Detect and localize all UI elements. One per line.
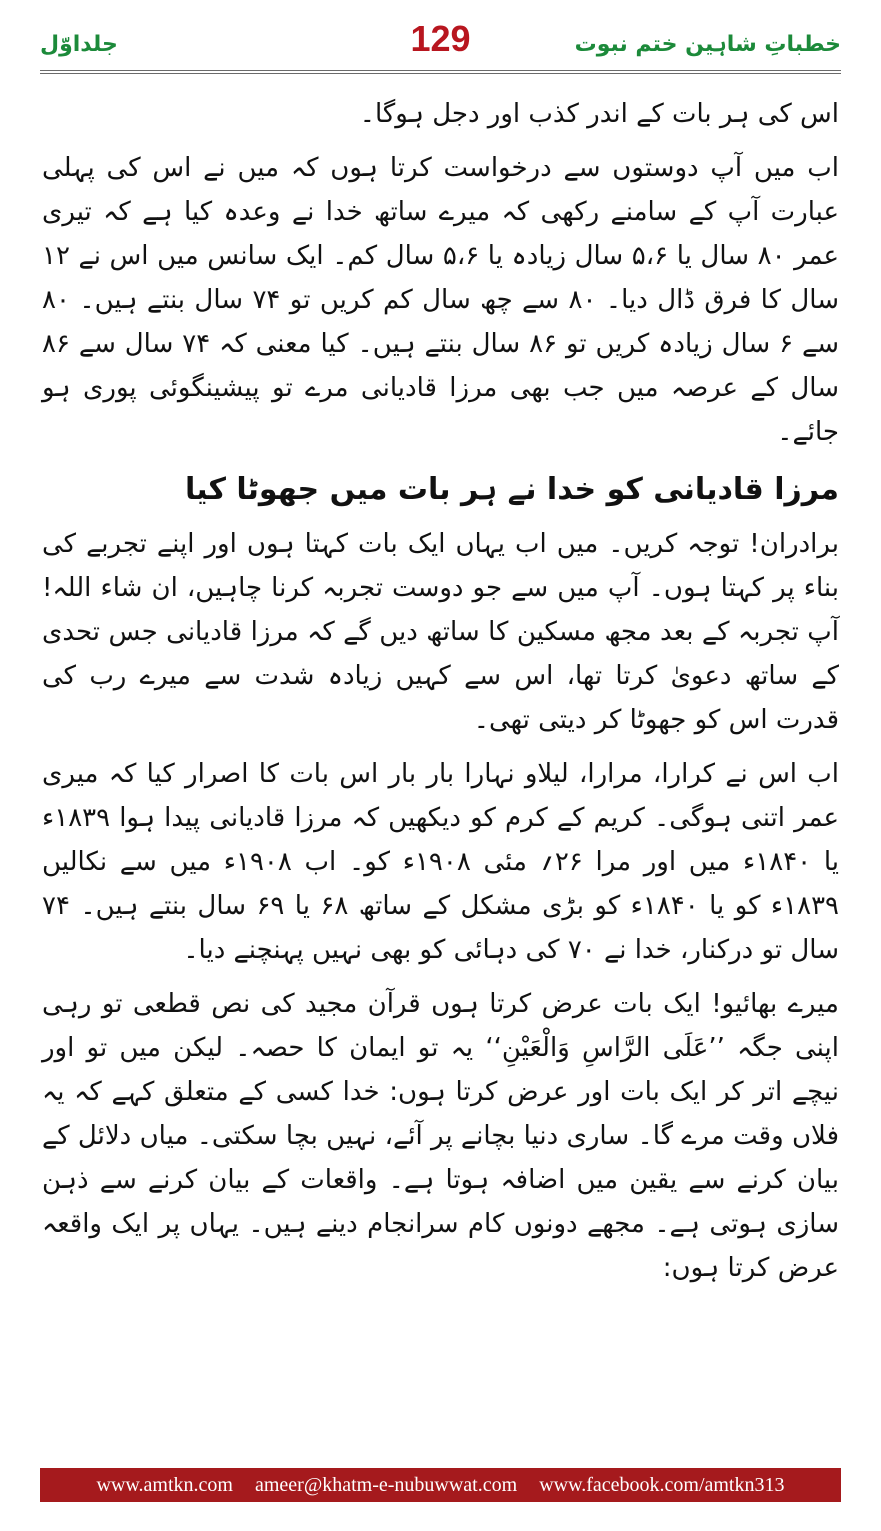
- page-footer: [40, 1468, 841, 1502]
- footer-email: ameer@khatm-e-nubuwwat.com: [254, 1474, 518, 1496]
- paragraph: میرے بھائیو! ایک بات عرض کرتا ہوں قرآن مجید کی نص قطعی تو رہی اپنی جگہ ’’عَلَی الرَّاسِ وَالْعَیْنِ‘‘ یہ تو ایمان کا حصہ۔ لیکن میں تو اور نیچے اتر کر ایک بات اور عرض کرتا ہوں: خدا کسی کے متعلق کہے کہ یہ فلاں وقت مرے گا۔ ساری دنیا بچانے پر آئے، نہیں بچا سکتی۔ میاں دلائل کے بیان کرنے سے یقین میں اضافہ ہوتا ہے۔ واقعات کے بیان کرنے سے ذہن سازی ہوتی ہے۔ مجھے دونوں کام سرانجام دینے ہیں۔ یہاں پر ایک واقعہ عرض کرتا ہوں:: [42, 989, 839, 1283]
- paragraph: اس کی ہر بات کے اندر کذب اور دجل ہوگا۔: [359, 99, 839, 129]
- page-body: [42, 92, 839, 1290]
- book-title: خطباتِ شاہین ختم نبوت: [574, 32, 841, 57]
- section-heading: مرزا قادیانی کو خدا نے ہر بات میں جھوٹا کیا: [184, 472, 839, 507]
- paragraph: اب میں آپ دوستوں سے درخواست کرتا ہوں کہ میں نے اس کی پہلی عبارت آپ کے سامنے رکھی کہ میرے ساتھ خدا نے وعدہ کیا ہے کہ تیری عمر ۸۰ سال یا ۵،۶ سال زیادہ یا ۵،۶ سال کم۔ ایک سانس میں اس نے ۱۲ سال کا فرق ڈال دیا۔ ۸۰ سے چھ سال کم کریں تو ۷۴ سال بنتے ہیں۔ ۸۰ سے ۶ سال زیادہ کریں تو ۸۶ سال بنتے ہیں۔ کیا معنی کہ ۷۴ سال سے ۸۶ سال کے عرصہ میں جب بھی مرزا قادیانی مرے تو پیشینگوئی پوری ہو جائے۔: [42, 153, 840, 447]
- footer-facebook: www.facebook.com/amtkn313: [539, 1474, 785, 1496]
- header-divider: [40, 70, 841, 74]
- page-number: 129: [410, 18, 471, 59]
- page-header: [40, 18, 841, 68]
- volume-label: جلداوّل: [40, 32, 118, 57]
- paragraph: برادران! توجہ کریں۔ میں اب یہاں ایک بات کہتا ہوں اور اپنے تجربے کی بناء پر کہتا ہوں۔ آپ میں سے جو دوست تجربہ کرنا چاہیں، ان شاء اللہ! آپ تجربہ کے بعد مجھ مسکین کا ساتھ دیں گے کہ مرزا قادیانی جس تحدی کے ساتھ دعویٰ کرتا تھا، اس سے کہیں زیادہ شدت سے میرے رب کی قدرت اس کو جھوٹا کر دیتی تھی۔: [42, 529, 839, 735]
- paragraph: اب اس نے کرارا، مرارا، لیلاو نہارا بار بار اس بات کا اصرار کیا کہ میری عمر اتنی ہوگی۔ کریم کے کرم کو دیکھیں کہ مرزا قادیانی پیدا ہوا ۱۸۳۹ء یا ۱۸۴۰ء میں اور مرا ۲۶؍ مئی ۱۹۰۸ء کو۔ اب ۱۹۰۸ء میں سے نکالیں ۱۸۳۹ء کو یا ۱۸۴۰ء کو بڑی مشکل کے ساتھ ۶۸ یا ۶۹ سال بنتے ہیں۔ ۷۴ سال تو درکنار، خدا نے ۷۰ کی دہائی کو بھی نہیں پہنچنے دیا۔: [42, 759, 839, 965]
- footer-website: www.amtkn.com: [96, 1474, 233, 1496]
